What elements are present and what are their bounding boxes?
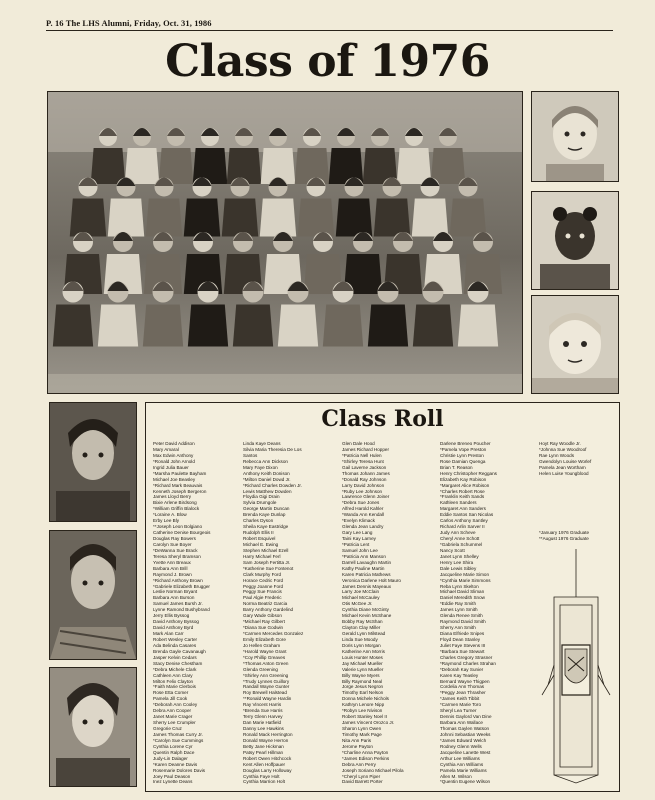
roll-name: Doris Lynn Morgan [342,642,381,648]
roll-name: *Karen Deanne Davis [153,761,198,767]
roll-name: Darlene Breneo Poucher [440,441,491,446]
roll-name: Billy Raymond Neal [342,678,383,684]
roll-name: Pamela Jill Cook [153,696,188,702]
roll-name: Rosemarie Dolores Davis [153,767,206,773]
roll-name: *James Edward Welch [440,737,487,743]
child-figure [91,148,126,184]
roll-name: *Cynthia Marie Simmons [440,577,491,583]
child-figure [260,199,296,237]
roll-name: Kenneth Joseph Bergeron [153,488,207,494]
roll-name: Barry Anthony Gardelind [243,607,294,613]
roll-column [440,441,530,785]
roll-name: *Marsha Paulette Bayham [153,470,207,476]
roll-name: James Dennis Mayeaux [342,583,392,589]
roll-name: Samuel John Lee [342,547,378,553]
roll-name: Glenda Greening [243,666,278,672]
roll-name: Debra Ann Cooper [153,708,192,714]
masthead-rule [46,30,613,31]
roll-name: Robert Esquivel [243,536,276,541]
child-figure [431,148,466,184]
roll-name: Danny Lee Hawkins [243,726,284,731]
roll-name: Robert Wesley Carter [153,636,198,642]
roll-name: Milton Felix Clayton [153,678,194,684]
roll-name: *Evelyn Klimack [342,518,375,524]
roll-name: Kathy Pauline Martin [342,565,385,571]
roll-name: Donald Wayne Herron [243,737,289,743]
roll-name: Max Edwin Anthony [153,452,194,458]
roll-name: Jerry Ellis Byssog [153,613,190,619]
roll-name: Sherry Ann Smith [440,625,476,631]
roll-name: Floydia Gigi Drain [243,494,280,500]
roll-name: Dale Lewis Sibley [440,565,477,571]
roll-name: Judy-Lin Dalager [153,755,188,761]
child-figure [298,199,334,237]
roll-name: Sam Joseph Fertitta Jr. [243,559,291,565]
school-crest-emblem [534,545,618,785]
roll-name: **Ronald Wayne Hardin [243,696,292,702]
roll-name: Ingrid Julia Bauer [153,464,189,470]
roll-name: *Trudy Lynnes Guillory [243,678,290,684]
roll-name: Peter David Addison [153,441,195,446]
roll-name: *Katherine Sue Fontenot [243,565,294,571]
roll-name: Dennis Gaylord Van Dine [440,714,492,720]
roll-name: Raymond David Smith [440,619,486,625]
roll-name: Quentin Ralph Dace [153,749,195,755]
headline: Class of 1976 [165,36,490,87]
child-figure [323,305,363,347]
roll-name: *Donald Ray Johnson [342,476,387,482]
roll-name: Bobby Ray McShan [342,619,383,625]
roll-name: Emily Elizabeth Gore [243,636,286,642]
roll-name: Charles Gregory Strasner [440,654,493,660]
roll-name: *Ruby Lee Johnson [342,488,383,494]
roll-name: *Robyn Lee Nivison [342,708,383,714]
roll-name: Billy Wayne Myers [342,672,380,678]
roll-name: *DeWanna Sue Brack [153,547,198,553]
class-roll-title: Class Roll [321,406,444,432]
roll-name: *Deborah Ann Cooley [153,702,198,708]
roll-name: Richard Arlin Sarver II [440,524,485,530]
roll-name: Michael Joe Beasley [153,476,196,482]
roll-name: Sharon Lynn Owen [342,726,382,731]
roll-name: Peggy Sue Francis [243,589,282,595]
roll-name: Bixie Arlene Birdsong [153,500,197,506]
roll-name: *Carolyn Sue Cummings [153,737,204,743]
roll-name: Yvette Ann Breaux [153,559,191,565]
roll-name: *Thomas Anton Green [243,660,289,666]
roll-name: Brenda Gayle Cavanaugh [153,648,206,654]
roll-name: Linda Sue Moody [342,636,378,642]
roll-name: Kathryn Lenore Nipp [342,702,385,708]
roll-name: Eddie Santos San Nicolas [440,512,494,518]
roll-name: Douglas Larry Holloway [243,767,292,773]
portrait-photo [49,530,137,660]
roll-name: Gail Laverne Jackson [342,464,387,470]
roll-name: Clark Murphy Ford [243,571,282,577]
roll-column [342,441,432,785]
roll-name: *James Edison Perkins [342,755,390,761]
child-figure [184,199,220,237]
roll-name: Kathleen Sanders [440,500,477,506]
child-figure [374,199,410,237]
roll-name: Karen Kay Teasley [440,672,479,678]
roll-name: Peggy Joanne Ford [243,583,284,589]
roll-name: James Vincent Orozco Jr. [342,720,395,726]
roll-name: Joey Paul Deason [153,773,191,779]
masthead: P. 16 The LHS Alumni, Friday, Oct. 31, 1986 [46,18,212,28]
child-figure [70,199,106,237]
child-figure [450,199,486,237]
child-figure [412,199,448,237]
child-figure [146,199,182,237]
roll-name: Cynthia Diane McGinty [342,607,389,613]
roll-name: Carlos Anthony Santley [440,518,488,524]
child-figure [368,305,408,347]
roll-name: Cynthia Marrion Holt [243,779,285,785]
child-figure [222,199,258,237]
roll-column [243,441,333,785]
roll-name: Johnni Sebastian Weeks [440,731,491,737]
roll-name: Henry Lee Shira [440,559,474,565]
portrait-photo [531,295,619,394]
roll-name: Donna Michele Nichols [342,696,389,702]
child-figure [278,305,318,347]
roll-name: Allen M. Wilson [440,773,472,779]
roll-name: Robert Owen Hitchcock [243,755,292,761]
roll-name: James Thomas Curry Jr. [153,731,203,737]
roll-name: David Anthony Byssog [153,619,199,625]
roll-name: *Debra Sue Jones [342,500,380,506]
roll-name: Jay Michael Mueller [342,660,383,666]
roll-name: *Peggy Jean Thrasher [440,690,486,696]
roll-name: Otis McGee Jr. [342,601,373,607]
graduation-footnotes [539,530,617,542]
roll-name: Barbara Ann Brill [153,565,188,571]
roll-name: *Ronald John Arnold [153,458,195,464]
roll-name: Jo Hellen Graham [243,642,281,648]
roll-name: Rae Lynn Woods [539,452,574,458]
child-figure [188,305,228,347]
roll-name: *Eddie Ray Smith [440,601,477,607]
roll-name: Clayton Clay Miller [342,625,381,631]
roll-name: Anthony Keith Donison [243,470,290,476]
roll-name: Harry Michael Ferl [243,553,281,559]
roll-name: Gregorie Cruz [153,726,182,731]
roll-name: *Diana Sue Godwin [243,625,284,631]
roll-name: Erby Lee Bly [153,518,180,524]
roll-name: Rose Etta Comer [153,690,189,696]
roll-name: Katherine Ann Morris [342,648,385,654]
roll-name: Janet Marie Crager [153,714,193,720]
roll-name: Betty Jane Hickman [243,743,284,749]
roll-name: *James Keith Tibbit [440,696,480,702]
roll-name: Thomas Gaylen Watson [440,726,490,731]
roll-name: Raymond J. Brown [153,571,192,577]
roll-name: Dan Marie Hatfield [243,720,282,726]
roll-name: *Debra Michele Clark [153,666,197,672]
roll-name: Arthur Lee Williams [440,755,480,761]
roll-name: *Shirley Teresa Hunt [342,458,384,464]
roll-name: Reba Lynn Skelton [440,583,479,589]
roll-name: Sheila Kaye Eastridge [243,524,289,530]
roll-name: Rodney Glenn Wells [440,743,482,749]
roll-name: Silvia Maria Theresia De Los [243,446,302,452]
roll-name: Ray Vincent Harris [243,702,282,708]
roll-name: Teresa Sheryl Bramson [153,553,201,559]
roll-name: Barbara Ann Wallace [440,720,483,726]
child-figure [458,305,498,347]
roll-name: Christie Lynn Preston [440,452,484,458]
roll-name: Lynne Ramond Bushybrand [153,607,210,613]
roll-name: Roy Brewell Halstead [243,690,287,696]
roll-name: Jacqueline Lanette West [440,749,491,755]
roll-name: *Carmen Marie Toro [440,702,482,708]
roll-name: Stacy Denise Chestham [153,660,203,666]
roll-name: Lawrence Glenn Joiner [342,494,390,500]
roll-name: *Shirley Ann Greening [243,672,289,678]
roll-name: Floyd Dean Stanley [440,636,481,642]
roll-name: Stephen Michael Ezell [243,547,289,553]
roll-name: David Barrett Porter [342,779,383,785]
roll-name: Jacqueline Marie Simon [440,571,490,577]
roll-name: Rudolph Ellis II [243,530,274,536]
roll-name: Lewis Matthew Dowden [243,488,292,494]
roll-name: Michael David Sliman [440,589,485,595]
roll-name: Karen Patricia Mathews [342,571,391,577]
roll-name: Horace Cedric Ford [243,577,284,583]
roll-name: Randall Wayne Gunter [243,684,290,690]
roll-name: *Margaret Alice Robison [440,482,490,488]
roll-name: Leslie Norman Bryant [153,589,198,595]
roll-name: Sheryl Lea Turner [440,708,477,714]
roll-name: Nita Ann Paris [342,737,372,743]
roll-name: Jerome Payton [342,743,373,749]
roll-name: Michael Kevin McShane [342,613,392,619]
roll-name: *Faith Marie Clerbois [153,684,196,690]
roll-name: Judy Ann Scheve [440,530,476,536]
roll-name: Gary Lee Lang [342,530,373,536]
roll-name: Rebecca Ann Dickson [243,458,288,464]
roll-name: *Wanda Ann Kendall [342,512,384,518]
roll-name: Michael E. Ewing [243,541,279,547]
roll-name: Larry Joe McClain [342,589,380,595]
portrait-photo [49,402,137,522]
child-figure [233,305,273,347]
roll-name: Taini Kay Larney [342,536,376,541]
roll-name: *Deborah Kay Sunier [440,666,484,672]
roll-name: Gwendolyn Louise Worlef [539,458,592,464]
roll-name: Thomas Johann James [342,470,390,476]
roll-name: *Cheryl Lynn Piper [342,773,381,779]
roll-name: James Lynn Smith [440,607,478,613]
roll-name: *Patricia Nell Hulen [342,452,382,458]
portrait-photo [49,667,137,787]
child-figure [108,199,144,237]
roll-name: *Carmen Mercedes Gonzalez [243,631,304,636]
roll-name: Linda Kaye Deans [243,441,281,446]
roll-name: Daniel Meredith Snow [440,595,485,601]
roll-name: Norma Beatriz Garcia [243,601,288,607]
roll-name: Bernard Wayne Thigpen [440,678,490,684]
roll-name: Henry Christopher Reggans [440,470,497,476]
roll-name: Gary Wade Gibson [243,613,282,619]
roll-name: Robert Stanley Noel II [342,714,387,720]
roll-name: Diana Elfriede Snipes [440,631,485,636]
roll-name: Sylvia Drumgole [243,500,277,506]
roll-name: Timothy Earl Nelson [342,690,384,696]
roll-name: Santos [243,452,258,458]
roll-name: *Gabriele Elizabeth Brugger [153,583,210,589]
roll-name: Helen Luise Youngblood [539,470,589,476]
class-roll-box [145,402,620,792]
child-figure [98,305,138,347]
footnote: **August 1976 Graduate [539,536,589,541]
roll-name: *Richard Charles Dowden Jr. [243,482,302,488]
roll-name: Elizabeth Kay Robison [440,476,487,482]
roll-name: Cordelia Ann Thomas [440,684,485,690]
roll-name: *Brenda Sue Harris [243,708,283,714]
class-group-photo [47,91,523,394]
roll-name: Douglas Ray Bowers [153,536,196,541]
portrait-photo [531,91,619,182]
roll-name: Michael McCauley [342,595,380,601]
roll-name: Cynthia Ann Williams [440,761,484,767]
roll-name: Ada Belinda Casares [153,642,197,648]
roll-name: Paul Algie Frederic [243,595,282,601]
roll-name: *Pamela Vope Preston [440,446,487,452]
roll-name: David Anthony Byrd [153,625,194,631]
roll-name: Hoyt Ray Woodle Jr. [539,441,581,446]
roll-name: Mark Alan Carr [153,631,184,636]
roll-name: *Milton Daniel Dowd Jr. [243,476,291,482]
roll-name: Joseph Soriano Michael Pilola [342,767,404,773]
roll-name: *Coy Phillip Greaves [243,654,286,660]
roll-name: Kent Allen Hoffpauer [243,761,286,767]
roll-name: Terry Glenn Harvey [243,714,283,720]
roll-name: Carolyn Sue Boyer [153,541,192,547]
roll-name: Catherine Denise Bourgeois [153,530,211,536]
roll-name: Nancy Scott [440,547,465,553]
roll-column [153,441,243,785]
roll-name: Inez Lynette Deans [153,779,193,785]
roll-name: *Loraine A. Blow [153,512,187,518]
roll-name: Alfred Harold Kahler [342,506,384,512]
roll-column [539,441,617,477]
roll-name: Glen Dale Hood [342,441,375,446]
roll-name: *Charles Robert Rose [440,488,485,494]
roll-name: Barbara Ann Burson [153,595,195,601]
roll-name: Juliet Faye Stevens III [440,642,486,648]
roll-name: Samuel James Bursh Jr. [153,601,203,607]
roll-name: *Richard Anthony Brown [153,577,203,583]
roll-name: Larry David Johnson [342,482,385,488]
roll-name: *Raymond Charles Strahan [440,660,496,666]
roll-name: Brian T. Reason [440,464,473,470]
roll-name: *Gabriela Schummel [440,541,483,547]
roll-name: Brenda Kaye Dunlap [243,512,286,518]
roll-name: Glenda Renee Smith [440,613,483,619]
roll-name: *Michael Ray Gilbert [243,619,285,625]
roll-name: Jorge Jesus Negron [342,684,384,690]
roll-name: *Quentin Eugene Wilson [440,779,491,785]
roll-name: Mary Faye Dixon [243,464,278,470]
roll-name: **Joseph Leon Bolgiano [153,524,203,530]
roll-name: George Martin Duncan [243,506,290,512]
roll-name: Timothy Mark Page [342,731,382,737]
roll-name: Pamela Marie Williams [440,767,487,773]
roll-name: Pamela Jean Wortham [539,464,586,470]
roll-name: *Patricia Ann Manson [342,553,386,559]
roll-name: Cynthia Faye Holt [243,773,280,779]
roll-name: Rose Damian Quenga [440,458,486,464]
roll-name: Patsy Pearl Hillman [243,749,284,755]
roll-name: Glenda Jean Landry [342,524,384,530]
roll-name: Janet Lynn Shelley [440,553,479,559]
portrait-photo [531,191,619,290]
roll-name: James Richard Hopper [342,446,389,452]
footnote: *January 1976 Graduate [539,530,590,535]
child-figure [143,305,183,347]
roll-name: Cathleen Ann Clary [153,672,193,678]
roll-name: Debra Ann Perry [342,761,376,767]
roll-name: Margaret Ann Sanders [440,506,486,512]
roll-name: Louis Hunter Moses [342,654,383,660]
child-figure [53,305,93,347]
roll-name: *Franklin Keith Sands [440,494,485,500]
child-figure [336,199,372,237]
roll-name: Charles Dyson [243,518,274,524]
roll-name: *Barbara Sue Stewart [440,648,485,654]
roll-name: *Charline Anna Payton [342,749,389,755]
roll-name: Darrell Lavaughn Martin [342,559,392,565]
roll-name: Sherry Lee Crumpler [153,720,196,726]
roll-name: Jasper Kelvin Cedars [153,654,197,660]
roll-name: Mary Amaral [153,446,179,452]
roll-name: Veronica Darlene Holt Mauro [342,577,401,583]
roll-name: *Johnna Sue Woodroof [539,446,587,452]
child-figure [413,305,453,347]
roll-name: *William Griffin Blalock [153,506,200,512]
roll-name: Cheryl Anne Schott [440,536,480,541]
roll-name: James Lloyd Berry [153,494,192,500]
roll-name: Cynthia Lorene Cyr [153,743,193,749]
roll-name: *Patricia Lent [342,541,370,547]
roll-name: Gerald Lynn Milstead [342,631,386,636]
roll-name: Valerie Lynn Mueller [342,666,384,672]
roll-name: *Harold Wayne Grant [243,648,287,654]
roll-name: Ronald Mack Herrington [243,731,293,737]
roll-name: *Richard Mark Beauvais [153,482,203,488]
